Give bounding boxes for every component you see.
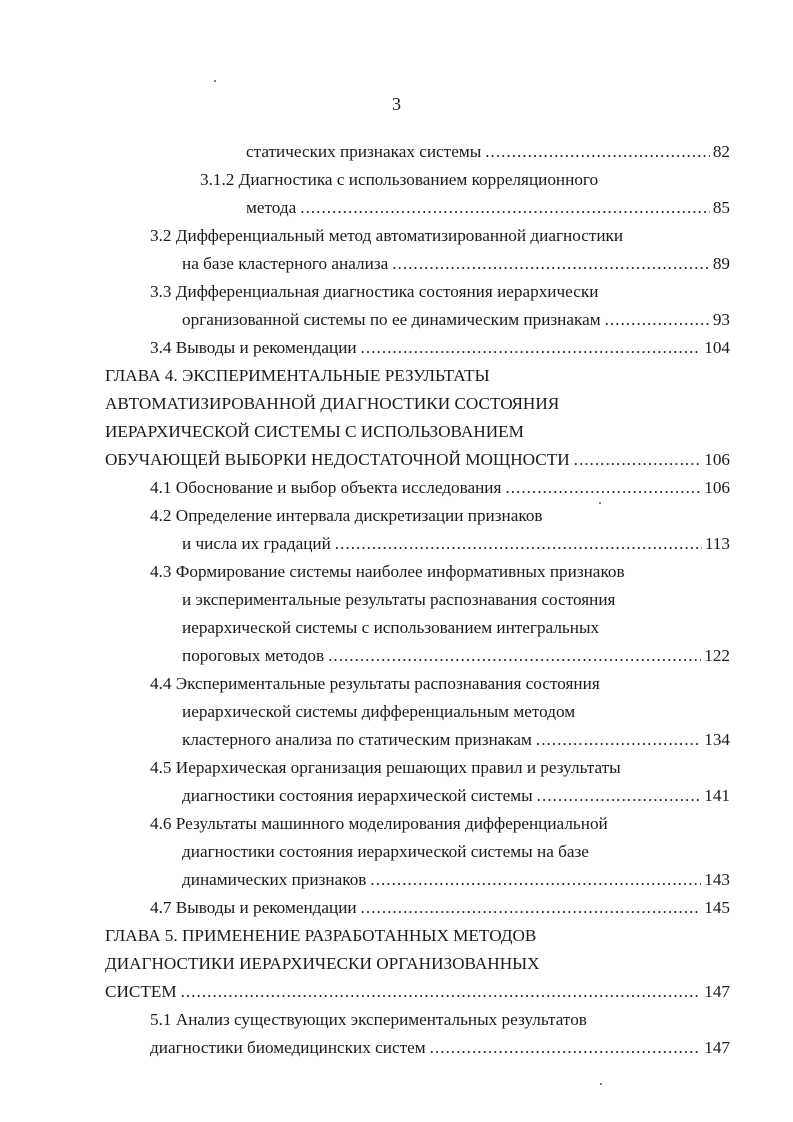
dot-leader — [361, 337, 702, 359]
toc-entry — [182, 617, 599, 639]
dot-leader — [574, 449, 702, 471]
toc-entry-page: 113 — [704, 534, 730, 553]
toc-entry — [200, 169, 598, 191]
dot-leader — [392, 253, 710, 275]
toc-entry-page: 89 — [712, 254, 730, 273]
toc-entry-page: 82 — [712, 142, 730, 161]
toc-entry — [105, 393, 559, 415]
dot-leader — [181, 981, 702, 1003]
toc-entry-text: и числа их градаций — [182, 534, 331, 553]
toc-entry — [150, 673, 600, 695]
toc-entry-text: 3.2 Дифференциальный метод автоматизированной диагностики — [150, 226, 624, 245]
toc-entry-text: пороговых методов — [182, 646, 325, 665]
toc-entry-page: 106 — [704, 450, 730, 469]
toc-entry — [246, 197, 730, 219]
toc-entry-page: 147 — [704, 982, 730, 1001]
toc-entry — [150, 477, 730, 499]
scan-speck — [599, 502, 601, 504]
toc-entry — [150, 757, 621, 779]
toc-entry — [246, 141, 730, 163]
scan-speck — [214, 80, 216, 82]
toc-entry-page: 93 — [712, 310, 730, 329]
toc-entry — [182, 841, 589, 863]
toc-entry-text: 3.1.2 Диагностика с использованием корреляционного — [200, 170, 599, 189]
toc-entry — [105, 981, 730, 1003]
dot-leader — [485, 141, 710, 163]
toc-entry — [150, 1009, 587, 1031]
toc-entry — [150, 1037, 730, 1059]
toc-entry — [182, 253, 730, 275]
toc-entry — [105, 421, 524, 443]
toc-entry — [182, 533, 730, 555]
toc-entry-text: 4.4 Экспериментальные результаты распознавания состояния — [150, 674, 600, 693]
toc-entry — [182, 645, 730, 667]
toc-entry — [105, 449, 730, 471]
page-number: 3 — [392, 94, 401, 114]
toc-entry — [150, 561, 625, 583]
dot-leader — [361, 897, 702, 919]
toc-entry-text: 3.4 Выводы и рекомендации — [150, 338, 357, 357]
toc-entry-text: СИСТЕМ — [105, 982, 177, 1001]
toc-entry — [105, 365, 490, 387]
toc-entry-text: организованной системы по ее динамическим признакам — [182, 310, 601, 329]
toc-entry-text: статических признаках системы — [246, 142, 482, 161]
toc-entry — [150, 337, 730, 359]
toc-entry — [182, 869, 730, 891]
toc-entry-text: метода — [246, 198, 297, 217]
toc-entry-text: 4.3 Формирование системы наиболее информативных признаков — [150, 562, 625, 581]
dot-leader — [300, 197, 710, 219]
toc-entry-text: на базе кластерного анализа — [182, 254, 389, 273]
dot-leader — [335, 533, 702, 555]
dot-leader — [328, 645, 701, 667]
toc-entry — [150, 505, 543, 527]
toc-entry-text: 3.3 Дифференциальная диагностика состояния иерархически — [150, 282, 599, 301]
toc-entry — [182, 785, 730, 807]
toc-entry-text: и экспериментальные результаты распознавания состояния — [182, 590, 616, 609]
dot-leader — [505, 477, 701, 499]
toc-entry-text: АВТОМАТИЗИРОВАННОЙ ДИАГНОСТИКИ СОСТОЯНИЯ — [105, 394, 560, 413]
toc-entry — [182, 309, 730, 331]
toc-entry-page: 141 — [704, 786, 730, 805]
dot-leader — [537, 785, 702, 807]
toc-entry-text: ГЛАВА 5. ПРИМЕНЕНИЕ РАЗРАБОТАННЫХ МЕТОДОВ — [105, 926, 537, 945]
toc-entry-page: 143 — [704, 870, 730, 889]
toc-entry — [105, 925, 536, 947]
toc-entry-text: 4.5 Иерархическая организация решающих правил и результаты — [150, 758, 621, 777]
toc-entry — [182, 589, 615, 611]
dot-leader — [605, 309, 710, 331]
toc-entry-text: диагностики биомедицинских систем — [150, 1038, 426, 1057]
toc-entry — [105, 953, 540, 975]
toc-entry-page: 85 — [712, 198, 730, 217]
toc-entry-text: диагностики состояния иерархической системы на базе — [182, 842, 589, 861]
toc-entry-page: 122 — [704, 646, 730, 665]
toc-entry-text: 4.1 Обоснование и выбор объекта исследования — [150, 478, 502, 497]
toc-entry-text: ДИАГНОСТИКИ ИЕРАРХИЧЕСКИ ОРГАНИЗОВАННЫХ — [105, 954, 540, 973]
toc-entry-page: 106 — [704, 478, 730, 497]
toc-entry-text: 4.2 Определение интервала дискретизации признаков — [150, 506, 543, 525]
toc-entry-text: кластерного анализа по статическим признакам — [182, 730, 532, 749]
toc-entry-text: 4.6 Результаты машинного моделирования дифференциальной — [150, 814, 608, 833]
toc-entry-page: 145 — [704, 898, 730, 917]
toc-entry-page: 134 — [704, 730, 730, 749]
toc-entry — [150, 813, 608, 835]
toc-entry-page: 147 — [704, 1038, 730, 1057]
toc-entry-page: 104 — [704, 338, 730, 357]
dot-leader — [370, 869, 701, 891]
toc-entry-text: ОБУЧАЮЩЕЙ ВЫБОРКИ НЕДОСТАТОЧНОЙ МОЩНОСТИ — [105, 450, 570, 469]
toc-entry-text: диагностики состояния иерархической системы — [182, 786, 533, 805]
toc-entry — [150, 281, 598, 303]
scan-speck — [600, 1083, 602, 1085]
toc-entry-text: 5.1 Анализ существующих экспериментальных результатов — [150, 1010, 587, 1029]
toc-entry-text: ИЕРАРХИЧЕСКОЙ СИСТЕМЫ С ИСПОЛЬЗОВАНИЕМ — [105, 422, 524, 441]
dot-leader — [430, 1037, 702, 1059]
toc-entry — [150, 225, 623, 247]
toc-entry-text: 4.7 Выводы и рекомендации — [150, 898, 357, 917]
toc-entry-text: иерархической системы дифференциальным методом — [182, 702, 576, 721]
toc-entry-text: ГЛАВА 4. ЭКСПЕРИМЕНТАЛЬНЫЕ РЕЗУЛЬТАТЫ — [105, 366, 490, 385]
toc-entry-text: иерархической системы с использованием интегральных — [182, 618, 600, 637]
dot-leader — [536, 729, 701, 751]
toc-entry — [150, 897, 730, 919]
toc-entry-text: динамических признаков — [182, 870, 367, 889]
toc-entry — [182, 701, 575, 723]
toc-entry — [182, 729, 730, 751]
